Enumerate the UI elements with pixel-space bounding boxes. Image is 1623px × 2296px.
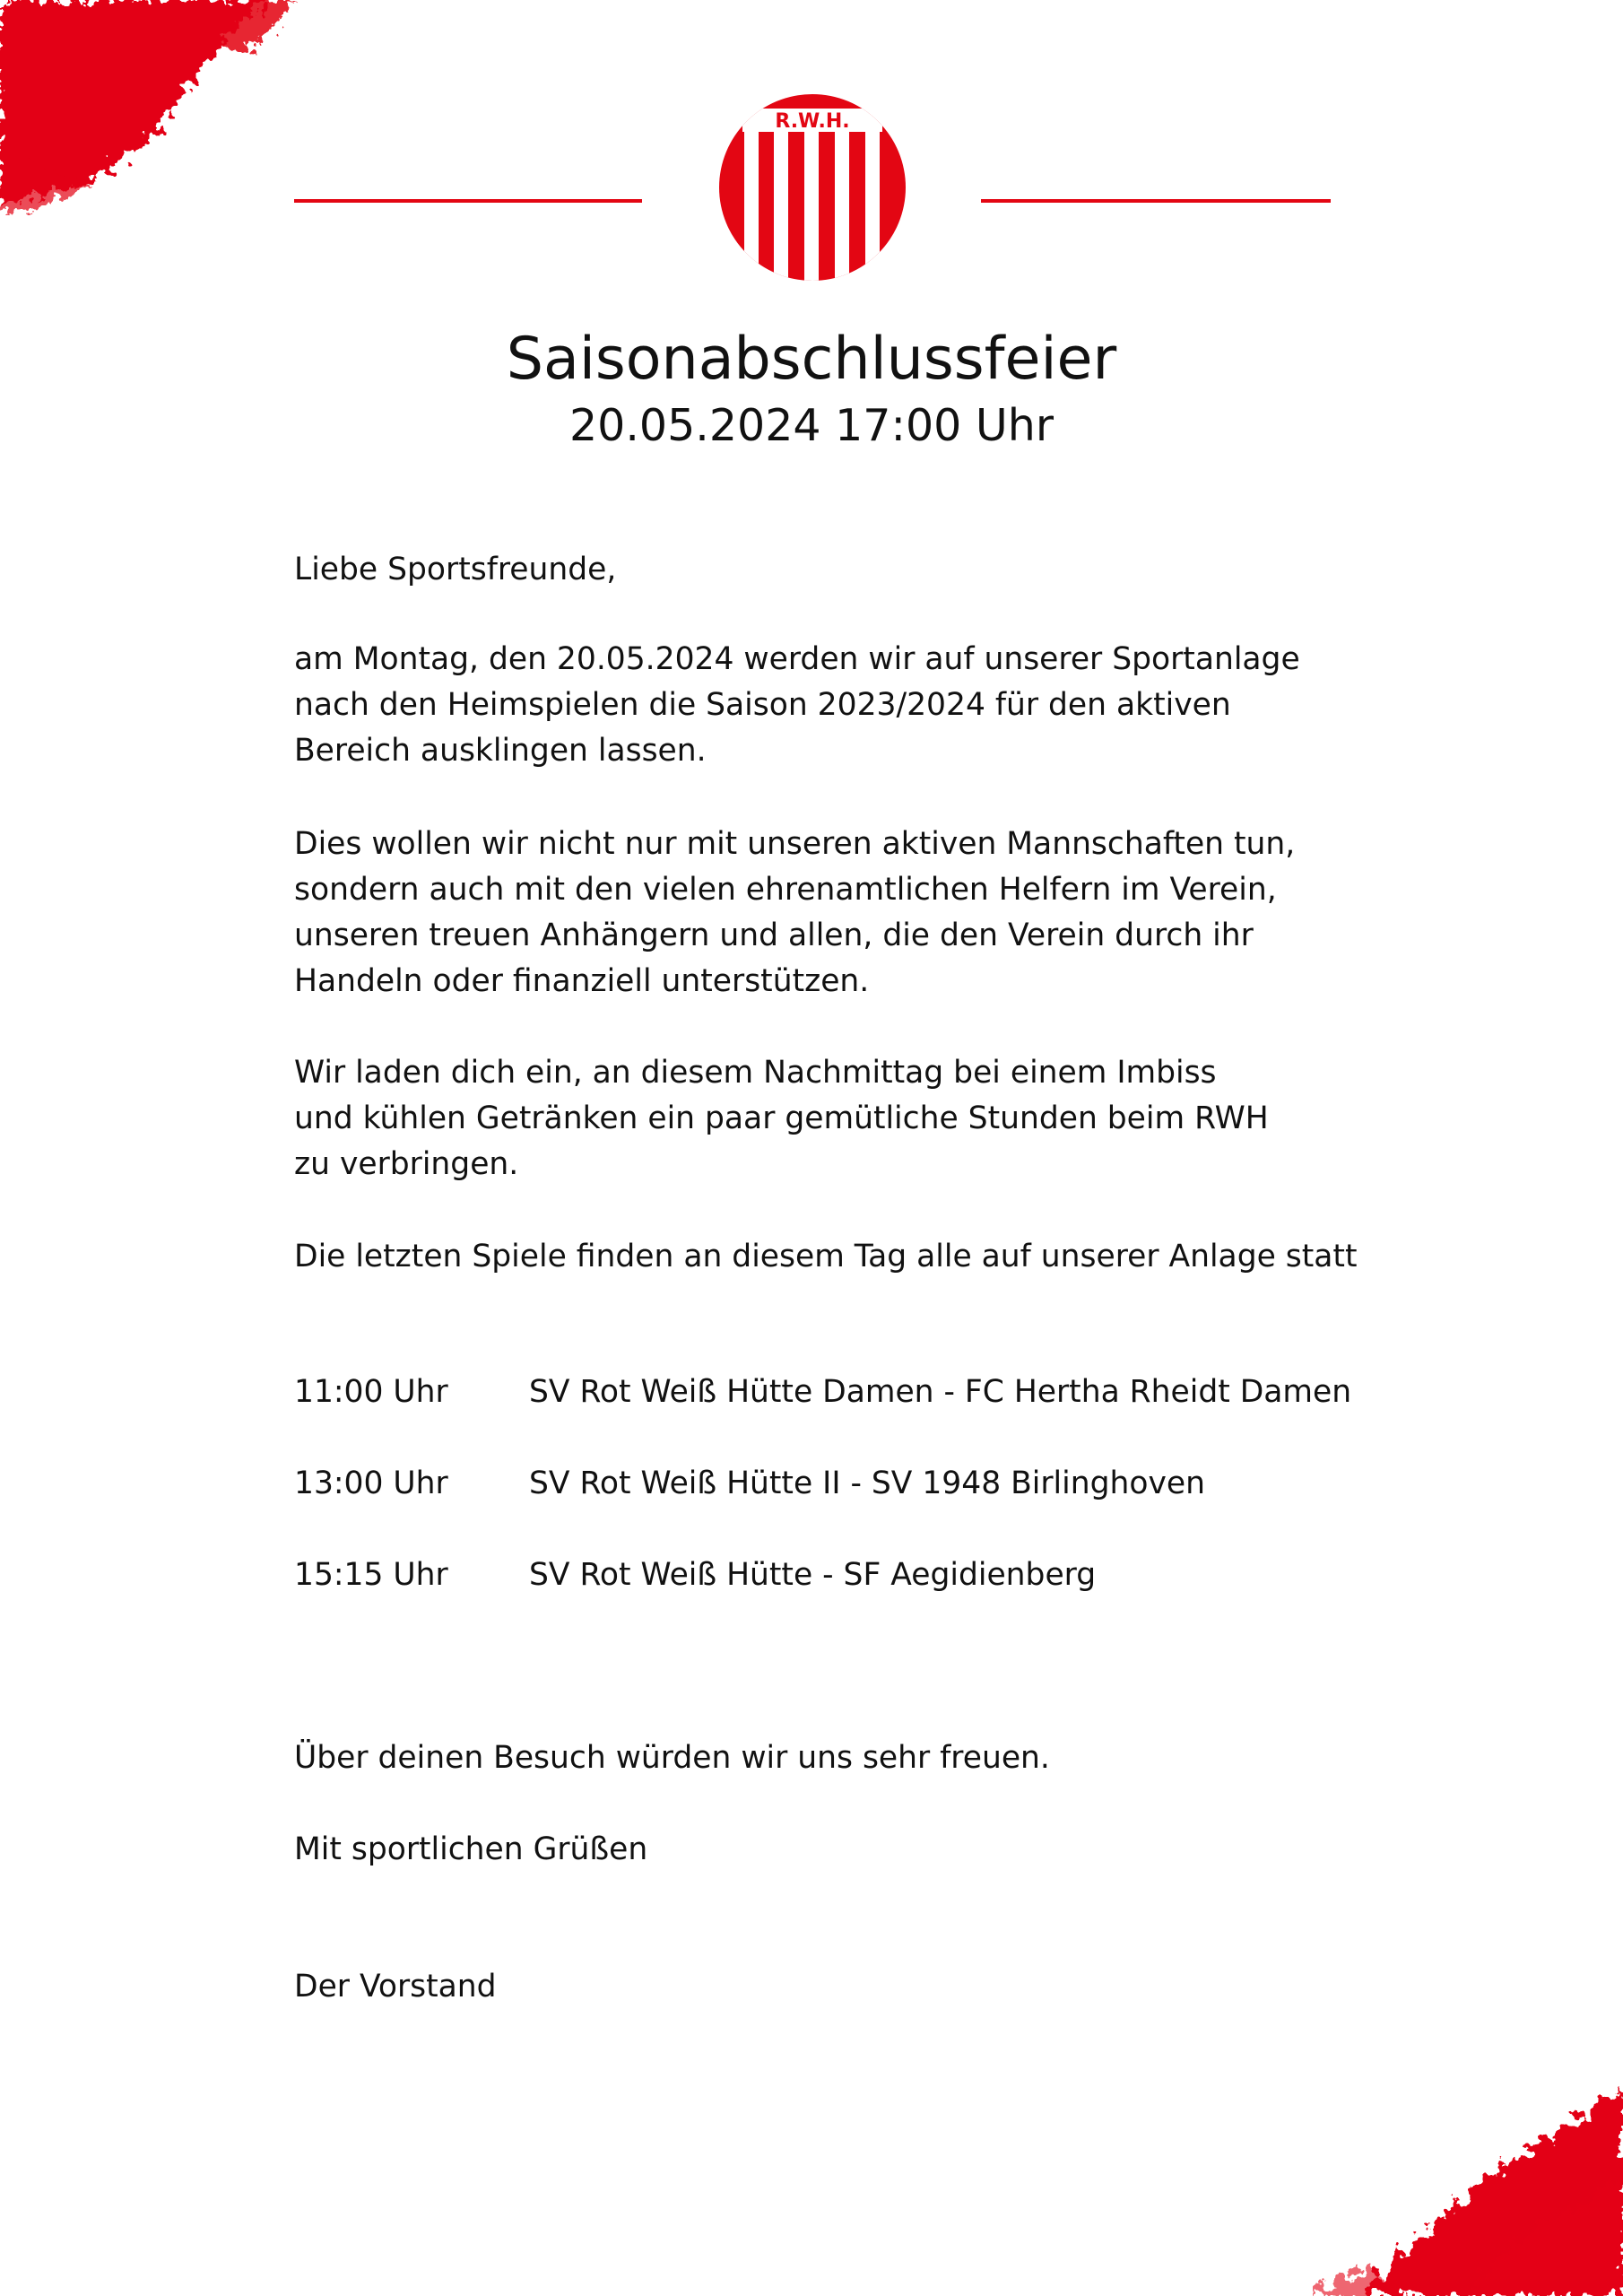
paragraph-intro bbox=[294, 637, 1460, 774]
game-time: 13:00 Uhr bbox=[294, 1465, 448, 1501]
paragraph-games-intro bbox=[294, 1234, 1460, 1280]
game-match: SV Rot Weiß Hütte - SF Aegidienberg bbox=[529, 1557, 1097, 1593]
logo-text: R.W.H. bbox=[775, 110, 850, 133]
regards-line: Mit sportlichen Grüßen bbox=[294, 1831, 648, 1867]
closing-line: Über deinen Besuch würden wir uns sehr freuen. bbox=[294, 1740, 1050, 1776]
paint-splash-top-left bbox=[0, 0, 305, 215]
event-datetime: 20.05.2024 17:00 Uhr bbox=[569, 400, 1054, 451]
paint-splash-bottom-right bbox=[1202, 2072, 1623, 2296]
text-line: sondern auch mit den vielen ehrenamtlichen Helfern im Verein, bbox=[294, 872, 1277, 908]
game-row bbox=[294, 1461, 1205, 1507]
game-time: 15:15 Uhr bbox=[294, 1557, 448, 1593]
text-line: unseren treuen Anhängern und allen, die den Verein durch ihr bbox=[294, 918, 1254, 953]
game-row bbox=[294, 1370, 1351, 1415]
header-rule-left bbox=[294, 199, 642, 203]
header-rule-right bbox=[981, 199, 1331, 203]
text-line: nach den Heimspielen die Saison 2023/2024 für den aktiven bbox=[294, 687, 1231, 723]
page-title: Saisonabschlussfeier bbox=[506, 326, 1117, 393]
game-time: 11:00 Uhr bbox=[294, 1374, 448, 1410]
game-match: SV Rot Weiß Hütte Damen - FC Hertha Rheidt Damen bbox=[529, 1374, 1352, 1410]
paragraph-invitation bbox=[294, 1050, 1460, 1187]
text-line: Handeln oder finanziell unterstützen. bbox=[294, 963, 870, 999]
text-line: Wir laden dich ein, an diesem Nachmittag bei einem Imbiss bbox=[294, 1055, 1217, 1091]
game-match: SV Rot Weiß Hütte II - SV 1948 Birlinghoven bbox=[529, 1465, 1205, 1501]
greeting: Liebe Sportsfreunde, bbox=[294, 552, 617, 587]
paragraph-guests bbox=[294, 822, 1460, 1004]
text-line: und kühlen Getränken ein paar gemütliche Stunden beim RWH bbox=[294, 1100, 1269, 1136]
text-line: Die letzten Spiele finden an diesem Tag alle auf unserer Anlage statt bbox=[294, 1239, 1358, 1274]
game-row bbox=[294, 1552, 1096, 1598]
text-line: zu verbringen. bbox=[294, 1146, 519, 1182]
signature: Der Vorstand bbox=[294, 1969, 497, 2005]
club-logo bbox=[717, 92, 907, 283]
text-line: Bereich ausklingen lassen. bbox=[294, 733, 707, 769]
text-line: Dies wollen wir nicht nur mit unseren aktiven Mannschaften tun, bbox=[294, 826, 1296, 862]
text-line: am Montag, den 20.05.2024 werden wir auf unserer Sportanlage bbox=[294, 641, 1300, 677]
